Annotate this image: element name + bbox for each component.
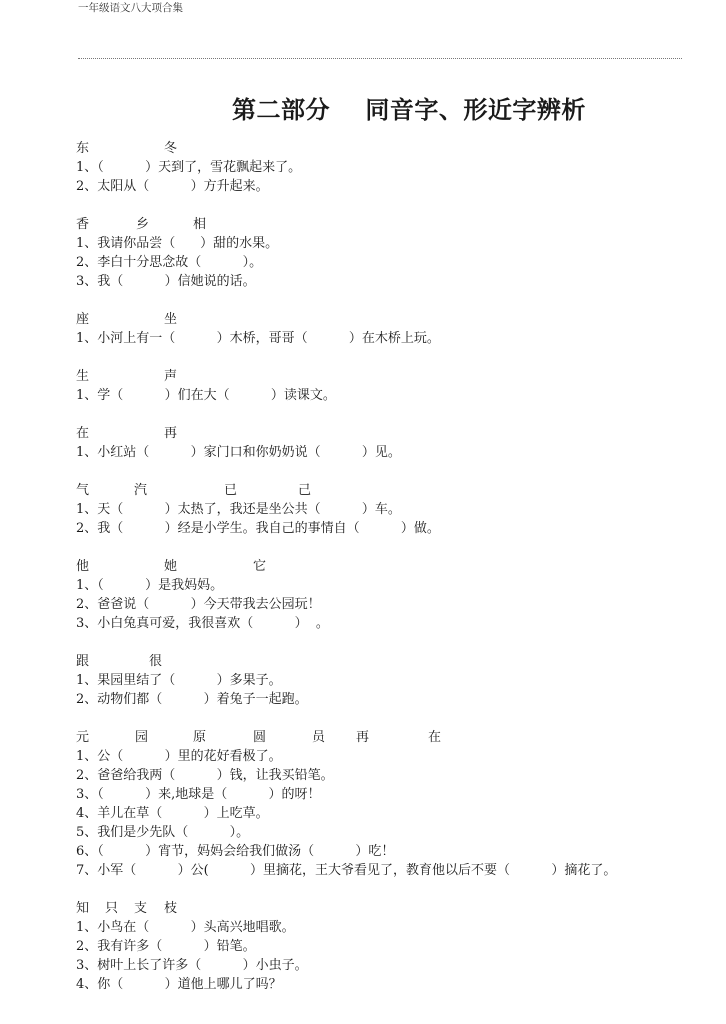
exercise-line: 7、小军（ ）公( ）里摘花，王大爷看见了，教育他以后不要（ ）摘花了。 [76,863,617,878]
target-char: 跟 [76,654,90,669]
target-char: 枝 [164,901,178,916]
exercise-line: 2、我有许多（ ）铅笔。 [76,939,256,954]
exercise-line: 1、（ ）是我妈妈。 [76,578,224,593]
target-char: 声 [164,369,178,384]
target-char: 气 [76,483,90,498]
exercise-section [76,215,676,291]
exercise-section [76,481,676,538]
char-group [76,215,676,234]
exercise-line: 1、果园里结了（ ）多果子。 [76,673,282,688]
exercise-line: 1、小河上有一（ ）木桥，哥哥（ ）在木桥上玩。 [76,331,440,346]
target-char: 圆 [253,730,267,745]
exercise-line: 1、学（ ）们在大（ ）读课文。 [76,388,336,403]
exercise-line: 1、小鸟在（ ）头高兴地唱歌。 [76,920,295,935]
target-char: 只 [105,901,119,916]
exercise-section [76,367,676,405]
target-char: 冬 [164,141,178,156]
char-group [76,728,676,747]
target-char: 园 [135,730,149,745]
target-char: 生 [76,369,90,384]
exercise-line: 2、我（ ）经是小学生。我自己的事情自（ ）做。 [76,521,440,536]
char-group [76,367,676,386]
exercise-line: 3、我（ ）信她说的话。 [76,274,256,289]
target-char: 它 [253,559,267,574]
page-title: 第二部分 同音字、形近字辨析 [232,95,586,124]
target-char: 她 [164,559,178,574]
target-char: 很 [149,654,163,669]
exercise-line: 1、小红站（ ）家门口和你奶奶说（ ）见。 [76,445,401,460]
target-char: 乡 [136,217,150,232]
exercise-line: 2、动物们都（ ）着兔子一起跑。 [76,692,308,707]
exercise-content [76,139,676,1013]
target-char: 员 [312,730,326,745]
char-group [76,899,676,918]
target-char: 己 [298,483,312,498]
exercise-section [76,424,676,462]
char-group [76,310,676,329]
exercise-line: 3、（ ）来,地球是（ ）的呀！ [76,787,321,802]
exercise-line: 6、（ ）宵节，妈妈会给我们做汤（ ）吃！ [76,844,395,859]
exercise-line: 1、（ ）天到了，雪花飘起来了。 [76,160,302,175]
exercise-line: 4、你（ ）道他上哪儿了吗？ [76,977,282,992]
exercise-line: 1、天（ ）太热了，我还是坐公共（ ）车。 [76,502,401,517]
target-char: 已 [224,483,238,498]
target-char: 知 [76,901,90,916]
char-group [76,652,676,671]
exercise-line: 1、我请你品尝（ ）甜的水果。 [76,236,279,251]
exercise-line: 3、小白兔真可爱，我很喜欢（ ） 。 [76,616,329,631]
target-char: 原 [193,730,207,745]
exercise-line: 2、爸爸说（ ）今天带我去公园玩！ [76,597,321,612]
exercise-line: 5、我们是少先队（ ）。 [76,825,250,840]
target-char: 元 [76,730,90,745]
target-char: 他 [76,559,90,574]
exercise-section [76,899,676,994]
exercise-section [76,310,676,348]
target-char: 汽 [134,483,148,498]
char-group [76,139,676,158]
header-note: 一年级语文八大项合集 [78,2,183,14]
target-char: 在 [428,730,442,745]
exercise-line: 2、爸爸给我两（ ）钱，让我买铅笔。 [76,768,334,783]
target-char: 再 [356,730,370,745]
target-char: 在 [76,426,90,441]
char-group [76,481,676,500]
exercise-line: 2、太阳从（ ）方升起来。 [76,179,269,194]
exercise-line: 3、树叶上长了许多（ ）小虫子。 [76,958,308,973]
char-group [76,424,676,443]
exercise-section [76,652,676,709]
target-char: 东 [76,141,90,156]
exercise-line: 2、李白十分思念故（ ）。 [76,255,263,270]
target-char: 坐 [164,312,178,327]
exercise-line: 1、公（ ）里的花好看极了。 [76,749,282,764]
char-group [76,557,676,576]
target-char: 再 [164,426,178,441]
target-char: 座 [76,312,90,327]
target-char: 香 [76,217,90,232]
exercise-line: 4、羊儿在草（ ）上吃草。 [76,806,269,821]
exercise-section [76,728,676,880]
target-char: 支 [134,901,148,916]
exercise-section [76,557,676,633]
target-char: 相 [193,217,207,232]
header-divider [78,58,682,59]
exercise-section [76,139,676,196]
